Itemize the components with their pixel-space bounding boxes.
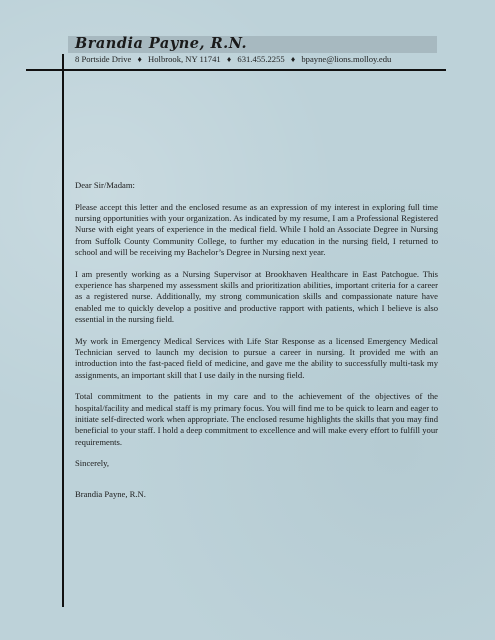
horizontal-rule bbox=[26, 69, 446, 71]
city-state-zip: Holbrook, NY 11741 bbox=[148, 54, 221, 64]
paragraph-interest: Please accept this letter and the enclosed resume as an expression of my interest in exploring full time nursing opportunities with your organization. As indicated by my resume, I am a Professional Registered Nurse with eight years of experience in the medical field. While I hold an Associate Degree in Nursing from Suffolk County Community College, to further my education in the nursing field, I returned to school and will be receiving my Bachelor’s Degree in Nursing next year. bbox=[75, 201, 438, 257]
diamond-separator-icon: ♦ bbox=[226, 54, 232, 64]
signature: Brandia Payne, R.N. bbox=[75, 488, 146, 499]
applicant-name: Brandia Payne, R.N. bbox=[75, 35, 248, 52]
paragraph-ems-experience: My work in Emergency Medical Services with Life Star Response as a licensed Emergency Medical Technician served to launch my decision to pursue a career in nursing. It provided me with an introduction into the fast-paced field of medicine, and gave me the ability to successfully multi-task my assignments, an important skill that I use daily in the nursing field. bbox=[75, 335, 438, 380]
phone-number: 631.455.2255 bbox=[237, 54, 285, 64]
email-address: bpayne@lions.molloy.edu bbox=[301, 54, 392, 64]
diamond-separator-icon: ♦ bbox=[290, 54, 296, 64]
closing: Sincerely, bbox=[75, 458, 110, 469]
paragraph-current-role: I am presently working as a Nursing Supervisor at Brookhaven Healthcare in East Patchogue. This experience has sharpened my assessment skills and prioritization abilities, important criteria for a career as a registered nurse. Additionally, my strong communication skills and compassionate nature have enabled me to quickly develop a positive and productive rapport with patients, which I believe is also essential in the nursing field. bbox=[75, 268, 438, 324]
paragraph-commitment: Total commitment to the patients in my care and to the achievement of the objectives of the hospital/facility and medical staff is my primary focus. You will find me to be quick to learn and eager to initiate self-directed work when appropriate. The enclosed resume highlights the skills that you may find beneficial to your staff. I hold a deep commitment to excellence and will make every effort to fulfill your requirements. bbox=[75, 391, 438, 447]
letter-body bbox=[75, 180, 438, 511]
salutation: Dear Sir/Madam: bbox=[75, 180, 135, 190]
diamond-separator-icon: ♦ bbox=[137, 54, 142, 64]
contact-line bbox=[75, 54, 391, 64]
street-address: 8 Portside Drive bbox=[75, 54, 132, 64]
vertical-rule bbox=[62, 54, 64, 607]
